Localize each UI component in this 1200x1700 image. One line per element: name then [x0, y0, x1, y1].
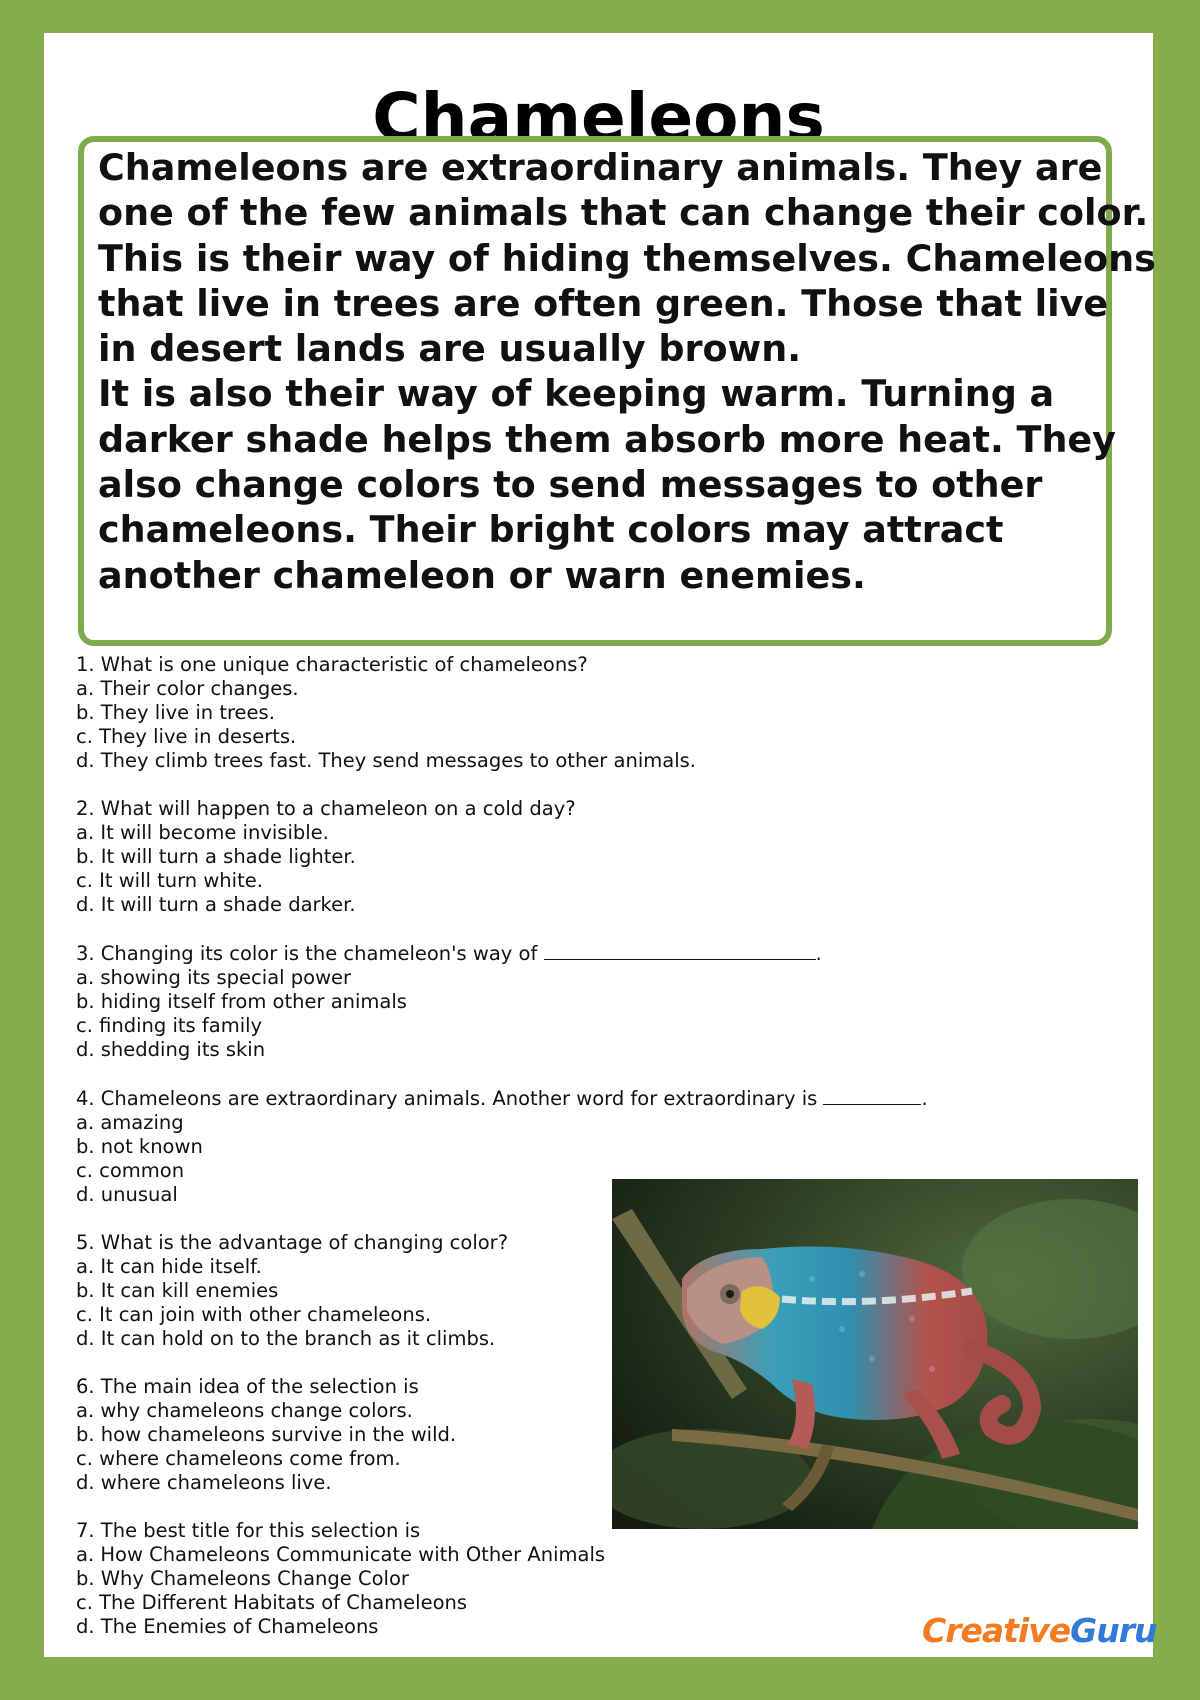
question-text: 5. What is the advantage of changing color? [76, 1230, 509, 1254]
option-a: a. How Chameleons Communicate with Other Animals [76, 1542, 606, 1566]
option-d: d. They climb trees fast. They send messages to other animals. [76, 749, 696, 773]
option-a: a. It can hide itself. [76, 1254, 262, 1278]
option-d: d. where chameleons live. [76, 1471, 332, 1495]
question-line: 3. Changing its color is the chameleon's way of . [76, 941, 822, 965]
question-text: 3. Changing its color is the chameleon's way of [76, 941, 538, 965]
passage-paragraph-1: Chameleons are extraordinary animals. They are one of the few animals that can change their color. This is their way of hiding themselves. Chameleons that live in trees are often green. Those that live in desert lands are usually brown. [98, 146, 1156, 371]
chameleon-illustration [612, 1179, 1138, 1529]
question-text: 4. Chameleons are extraordinary animals. Another word for extraordinary is [76, 1086, 818, 1110]
option-a: a. It will become invisible. [76, 821, 329, 845]
worksheet-page [44, 33, 1157, 1657]
question-7 [76, 1519, 776, 1639]
option-c: c. They live in deserts. [76, 725, 297, 749]
question-1 [76, 653, 776, 773]
answer-blank [823, 1086, 921, 1105]
option-d: d. shedding its skin [76, 1038, 266, 1062]
question-2 [76, 797, 776, 917]
question-text: 1. What is one unique characteristic of chameleons? [76, 653, 588, 676]
option-a: a. why chameleons change colors. [76, 1398, 413, 1422]
option-c: c. It can join with other chameleons. [76, 1303, 432, 1327]
logo-part-guru: Guru [1070, 1611, 1157, 1650]
question-line: 4. Chameleons are extraordinary animals. Another word for extraordinary is . [76, 1086, 928, 1110]
option-b: b. how chameleons survive in the wild. [76, 1423, 457, 1447]
chameleon-photo [612, 1179, 1138, 1529]
page-title: Chameleons [372, 79, 825, 156]
option-b: b. not known [76, 1135, 203, 1159]
option-a: a. amazing [76, 1111, 184, 1134]
question-text: 2. What will happen to a chameleon on a cold day? [76, 796, 576, 820]
option-c: c. common [76, 1159, 185, 1183]
option-c: c. It will turn white. [76, 869, 263, 893]
option-c: c. The Different Habitats of Chameleons [76, 1591, 468, 1615]
option-d: d. The Enemies of Chameleons [76, 1615, 379, 1639]
option-d: d. It will turn a shade darker. [76, 893, 356, 917]
logo-part-creative: Creative [922, 1611, 1071, 1650]
question-text: 7. The best title for this selection is [76, 1518, 421, 1542]
option-b: b. It will turn a shade lighter. [76, 845, 356, 869]
option-c: c. where chameleons come from. [76, 1447, 401, 1471]
option-d: d. It can hold on to the branch as it climbs. [76, 1327, 496, 1351]
option-b: b. hiding itself from other animals [76, 990, 407, 1014]
option-b: b. It can kill enemies [76, 1279, 279, 1303]
option-a: a. showing its special power [76, 966, 352, 990]
question-text: 6. The main idea of the selection is [76, 1374, 419, 1398]
answer-blank [544, 941, 816, 960]
option-c: c. finding its family [76, 1014, 263, 1038]
question-3 [76, 941, 822, 1062]
option-d: d. unusual [76, 1183, 178, 1207]
passage-paragraph-2: It is also their way of keeping warm. Turning a darker shade helps them absorb more heat. They also change colors to send messages to other chameleons. Their bright colors may attract another chameleon or warn enemies. [98, 372, 1116, 597]
option-a: a. Their color changes. [76, 677, 299, 701]
option-b: b. Why Chameleons Change Color [76, 1567, 409, 1590]
option-b: b. They live in trees. [76, 701, 275, 725]
reading-passage [98, 145, 1158, 598]
creative-guru-logo [922, 1611, 1156, 1650]
